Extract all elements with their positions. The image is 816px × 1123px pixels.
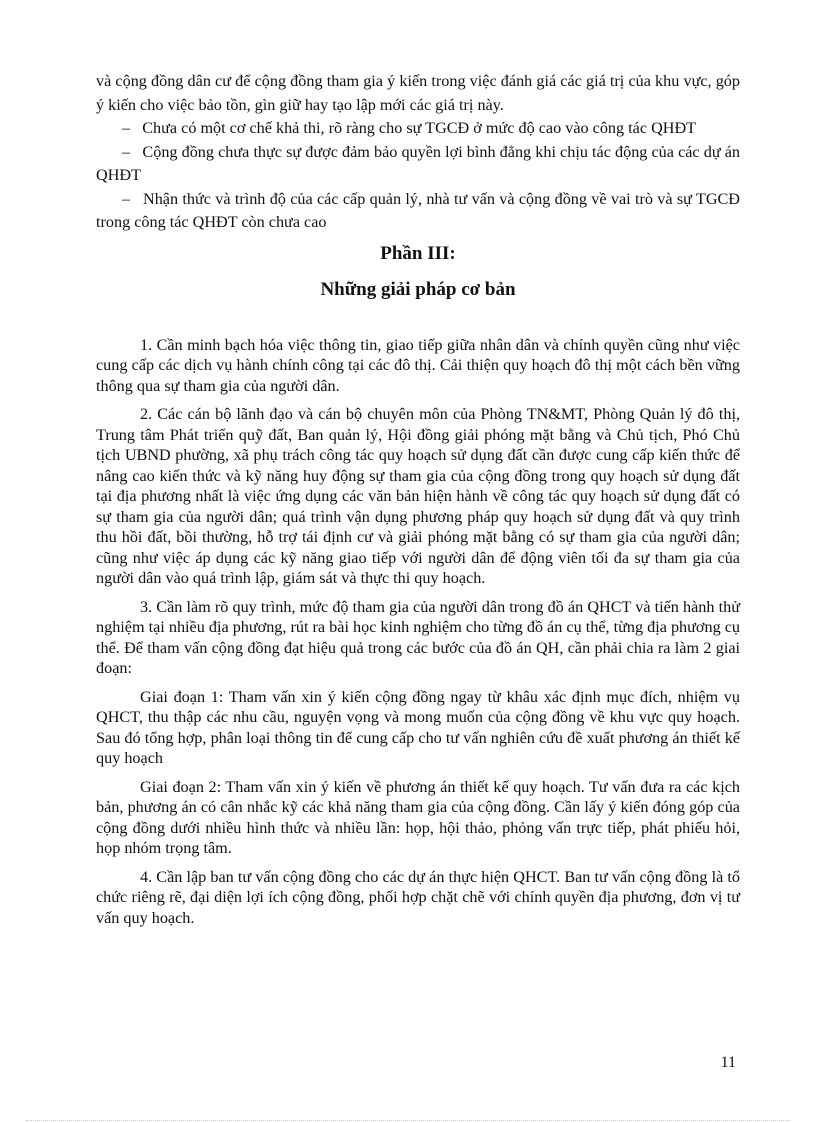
dash-marker: – — [122, 119, 131, 137]
dash-marker: – — [122, 142, 131, 161]
spacer — [96, 303, 740, 335]
bullet-text: Chưa có một cơ chế khả thi, rõ ràng cho sự TGCĐ ở mức độ cao vào công tác QHĐT — [142, 119, 697, 137]
document-page — [96, 70, 740, 936]
bullet-item — [96, 141, 740, 188]
stage-2-paragraph: Giai đoạn 2: Tham vấn xin ý kiến về phương án thiết kế quy hoạch. Tư vấn đưa ra các kịch bản, phương án có cân nhắc kỹ các khả năng tham gia của cộng đồng. Cần lấy ý kiến đóng góp của cộng đồng dưới nhiều hình thức và nhiều lần: họp, hội thảo, phỏng vấn trực tiếp, phát phiếu hỏi, họp nhóm trọng tâm. — [96, 777, 740, 857]
solution-paragraph-2: 2. Các cán bộ lãnh đạo và cán bộ chuyên môn của Phòng TN&MT, Phòng Quản lý đô thị, Trung tâm Phát triển quỹ đất, Ban quản lý, Hội đồng giải phóng mặt bằng và Chủ tịch, Phó Chủ tịch UBND phường, xã phụ trách công tác quy hoạch sử dụng đất cần được cung cấp kiến thức để nâng cao kiến thức và kỹ năng huy động sự tham gia của cộng đồng trong quy hoạch sử dụng đất tại địa phương nhất là việc ứng dụng các văn bản hiện hành về công tác quy hoạch sử dụng đất có sự tham gia của người dân; quá trình vận dụng phương pháp quy hoạch sử dụng đất và quy trình thu hồi đất, bồi thường, hỗ trợ tái định cư và giải phóng mặt bằng có sự tham gia của người dân; cũng như việc áp dụng các kỹ năng giao tiếp với người dân để động viên tối đa sự tham gia của người dân vào quá trình lập, giám sát và thực thi quy hoạch. — [96, 405, 740, 587]
dash-marker: – — [122, 189, 131, 208]
bullet-item — [96, 117, 740, 141]
bullet-text: Cộng đồng chưa thực sự được đảm bảo quyền lợi bình đẳng khi chịu tác động của các dự án QHĐT — [96, 142, 740, 184]
solution-paragraph-4: 4. Cần lập ban tư vấn cộng đồng cho các dự án thực hiện QHCT. Ban tư vấn cộng đồng là tổ chức riêng rẽ, đại diện lợi ích cộng đồng, phối hợp chặt chẽ với chính quyền địa phương, đơn vị tư vấn quy hoạch. — [96, 867, 740, 927]
solution-paragraph-1: 1. Cần minh bạch hóa việc thông tin, giao tiếp giữa nhân dân và chính quyền cũng như việc cung cấp các dịch vụ hành chính công tại các đô thị. Cải thiện quy hoạch đô thị một cách bền vững thông qua sự tham gia của người dân. — [96, 335, 740, 395]
page-number: 11 — [720, 1054, 736, 1071]
page-bottom-divider — [26, 1120, 790, 1121]
bullet-text: Nhận thức và trình độ của các cấp quản lý, nhà tư vấn và cộng đồng về vai trò và sự TGCĐ trong công tác QHĐT còn chưa cao — [96, 189, 740, 231]
bullet-item — [96, 188, 740, 235]
section-subtitle: Những giải pháp cơ bản — [320, 278, 516, 300]
stage-1-paragraph: Giai đoạn 1: Tham vấn xin ý kiến cộng đồng ngay từ khâu xác định mục đích, nhiệm vụ QHCT, thu thập các nhu cầu, nguyện vọng và mong muốn của cộng đồng về khu vực quy hoạch. Sau đó tổng hợp, phân loại thông tin để cung cấp cho tư vấn nghiên cứu đề xuất phương án thiết kế quy hoạch — [96, 687, 740, 767]
intro-paragraph: và cộng đồng dân cư để cộng đồng tham gia ý kiến trong việc đánh giá các giá trị của khu vực, góp ý kiến cho việc bảo tồn, gìn giữ hay tạo lập mới các giá trị này. — [96, 72, 740, 114]
section-title: Phần III: — [380, 242, 456, 264]
solution-paragraph-3: 3. Cần làm rõ quy trình, mức độ tham gia của người dân trong đồ án QHCT và tiến hành thử nghiệm tại nhiều địa phương, rút ra bài học kinh nghiệm cho từng đồ án cụ thể, từng địa phương cụ thể. Để tham vấn cộng đồng đạt hiệu quả trong các bước của đồ án QH, cần phải chia ra làm 2 giai đoạn: — [96, 597, 740, 677]
